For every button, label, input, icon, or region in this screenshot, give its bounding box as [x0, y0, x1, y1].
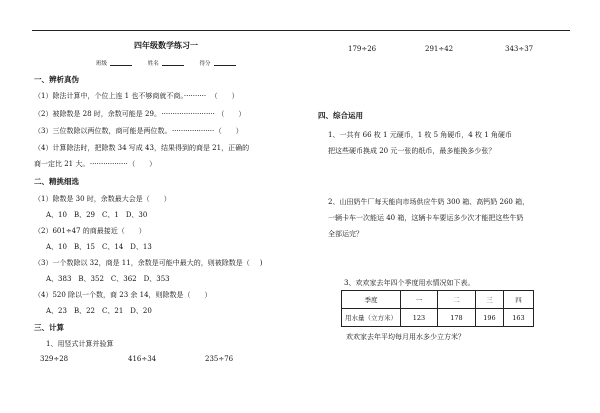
section-3-title: 三、计算	[34, 323, 64, 332]
s1-item-3: （3）三位数除以两位数，商可能是两位数。 ··················· （ ）	[34, 127, 243, 135]
s2-q1-options: A、10 B、29 C、1 D、30	[46, 211, 148, 219]
s1-item-1: （1）除法计算中，个位上连 1 也不够商就不商。·········· （ ）	[34, 92, 239, 100]
name-label: 姓名	[147, 61, 159, 67]
s4-p2-line1: 2、山田奶牛厂每天能向市场供应牛奶 300 箱、高钙奶 260 箱，	[328, 198, 530, 206]
s2-q4-options: A、23 B、22 C、21 D、20	[46, 307, 152, 315]
class-field[interactable]	[110, 58, 132, 66]
table-header-cell: 一	[401, 291, 438, 309]
table-cell: 178	[438, 309, 476, 327]
score-label: 得分	[199, 61, 211, 67]
table-header-cell: 二	[438, 291, 476, 309]
table-header-cell: 三	[476, 291, 504, 309]
section-1-title: 一、辨析真伪	[34, 75, 79, 84]
table-header-cell: 季度	[342, 291, 401, 309]
table-cell: 163	[504, 309, 534, 327]
s2-q2: （2）601÷47 的商最接近（ ）	[34, 227, 146, 235]
s3-subtitle: 1、用竖式计算并验算	[46, 340, 114, 348]
s1-item-2: （2）被除数是 28 时，余数可能是 29。 ························ （ ）	[34, 110, 246, 118]
section-4-title: 四、综合运用	[318, 111, 363, 120]
calc-expr-6: 343÷37	[505, 45, 534, 53]
calc-expr-5: 291÷42	[425, 45, 454, 53]
s4-p1-line2: 把这些硬币换成 20 元一张的纸币，最多能换多少张？	[328, 147, 496, 155]
student-info	[96, 58, 242, 67]
s2-q1: （1）除数是 30 时，余数最大会是（ ）	[34, 195, 171, 203]
s4-p2-line3: 全部运完？	[328, 230, 363, 238]
s4-p3: 3、欢欢家去年四个季度用水情况如下表。	[344, 279, 475, 287]
water-usage-table	[341, 290, 534, 327]
s2-q2-options: A、10 B、15 C、14 D、13	[46, 243, 152, 251]
calc-expr-1: 329÷28	[40, 355, 69, 363]
class-label: 班级	[96, 61, 108, 67]
s4-p2-line2: 一辆卡车一次能运 40 箱，这辆卡车要运多少次才能把这些牛奶	[328, 214, 524, 222]
s2-q3: （3）一个数除以 32，商是 11，余数是可能中最大的，则被除数是（ )	[34, 259, 263, 267]
calc-expr-3: 235÷76	[205, 355, 234, 363]
page-title: 四年级数学练习一	[134, 40, 198, 50]
section-2-title: 二、精挑细选	[34, 177, 79, 186]
calc-expr-2: 416÷34	[128, 355, 157, 363]
table-cell: 196	[476, 309, 504, 327]
table-cell: 123	[401, 309, 438, 327]
s1-item-4: （4）计算除法时，把除数 34 写成 43，结果得到的商是 21，正确的	[34, 144, 250, 152]
calc-expr-4: 179÷26	[348, 45, 377, 53]
top-rule	[32, 30, 570, 31]
s1-item-4-cont: 商一定比 21 大。 ················· （ ）	[34, 160, 157, 168]
s2-q3-options: A、383 B、352 C、362 D、353	[46, 275, 170, 283]
name-field[interactable]	[162, 58, 184, 66]
table-row	[342, 309, 534, 327]
s2-q4: （4）520 除以一个数，商 23 余 14，则除数是（ ）	[34, 291, 212, 299]
s4-p3-question: 欢欢家去年平均每月用水多少立方米？	[346, 333, 465, 341]
score-field[interactable]	[214, 58, 236, 66]
s4-p1-line1: 1、一共有 66 枚 1 元硬币，1 枚 5 角硬币，4 枚 1 角硬币	[328, 131, 512, 139]
table-row-label: 用水量（立方米）	[342, 309, 401, 327]
table-header-cell: 四	[504, 291, 534, 309]
table-row	[342, 291, 534, 309]
